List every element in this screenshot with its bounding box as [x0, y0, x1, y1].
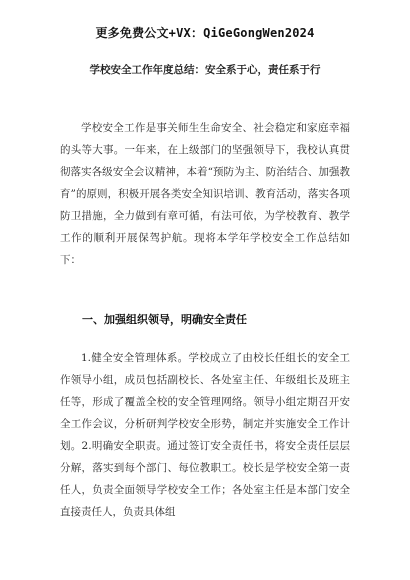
- promo-banner: 更多免费公文+VX：QiGeGongWen2024: [95, 26, 315, 40]
- section-heading: 一、加强组织领导，明确安全责任: [82, 313, 247, 326]
- document-title: 学校安全工作年度总结：安全系于心，责任系于行: [89, 64, 321, 76]
- body-paragraph: 1.健全安全管理体系。学校成立了由校长任组长的安全工作领导小组，成员包括副校长、各处室主任、年级组长及班主任等，形成了覆盖全校的安全管理网络。领导小组定期召开安全工作会议，分析研判学校安全形势，制定并实施安全工作计划。2.明确安全职责。通过签订安全责任书，将安全责任层层分解，落实到每个部门、每位教职工。校长是学校安全第一责任人，负责全面领导学校安全工作；各处室主任是本部门安全直接责任人，负责具体组: [60, 352, 350, 518]
- intro-paragraph: 学校安全工作是事关师生生命安全、社会稳定和家庭幸福的头等大事。一年来，在上级部门的坚强领导下，我校认真贯彻落实各级安全会议精神，本着“预防为主、防治结合、加强教育”的原则，积极开展各类安全知识培训、教育活动，落实各项防卫措施，全力做到有章可循，有法可依，为学校教育、教学工作的顺利开展保驾护航。现将本学年学校安全工作总结如下：: [60, 122, 350, 266]
